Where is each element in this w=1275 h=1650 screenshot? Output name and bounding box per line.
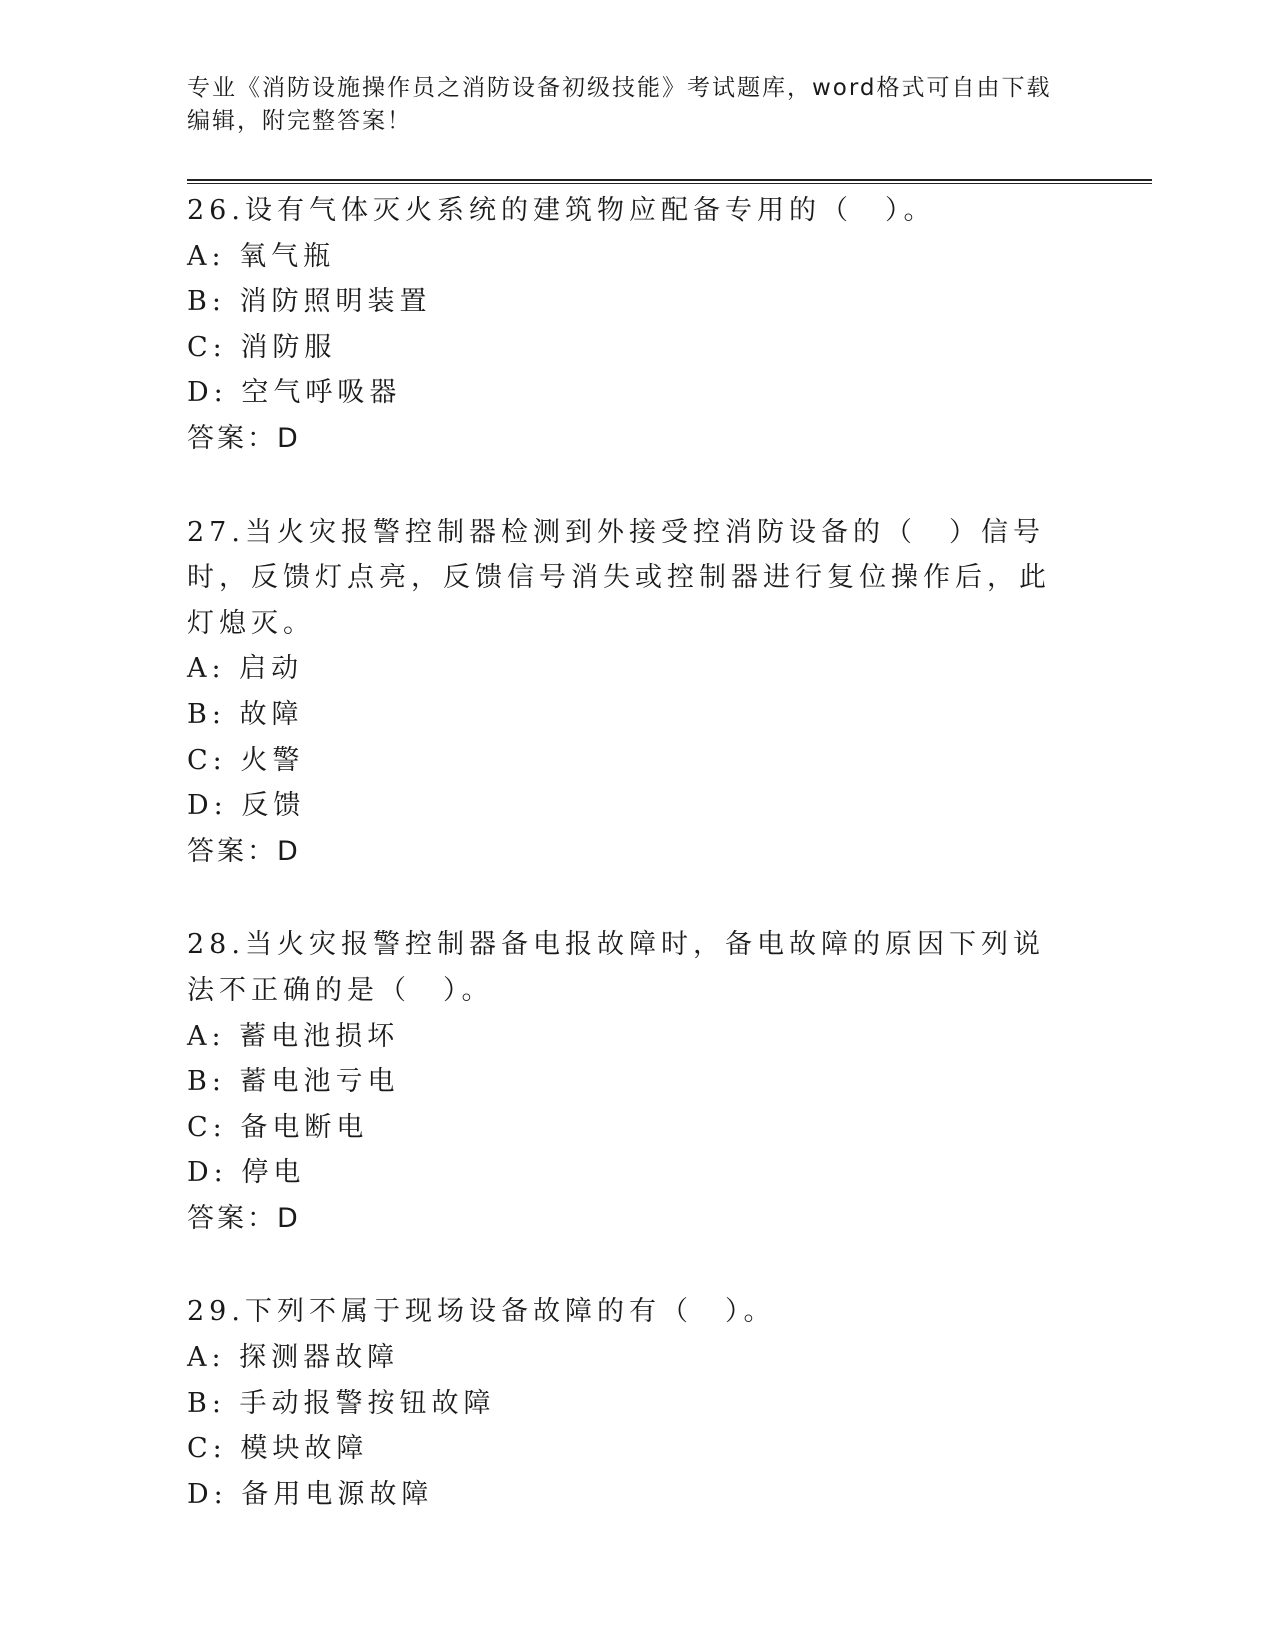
page-header: 专业《消防设施操作员之消防设备初级技能》考试题库，word格式可自由下载编辑，附完整答案！ — [187, 75, 1052, 134]
option-b: B: 故障 — [187, 698, 304, 730]
option-a: A: 氧气瓶 — [187, 240, 336, 272]
question-stem: 28.当火灾报警控制器备电报故障时，备电故障的原因下列说法不正确的是（ ）。 — [187, 929, 1045, 1006]
question-26 — [187, 188, 1067, 462]
question-stem: 27.当火灾报警控制器检测到外接受控消防设备的（ ）信号时，反馈灯点亮，反馈信号消失或控制器进行复位操作后，此灯熄灭。 — [187, 516, 1051, 639]
question-29 — [187, 1289, 1067, 1517]
option-c: C: 模块故障 — [187, 1433, 369, 1465]
answer: 答案：D — [187, 1202, 301, 1234]
option-d: D: 停电 — [187, 1157, 306, 1189]
option-d: D: 反馈 — [187, 790, 306, 822]
header-divider-thin — [187, 183, 1152, 184]
answer: 答案：D — [187, 835, 301, 867]
question-27 — [187, 510, 1067, 875]
option-d: D: 空气呼吸器 — [187, 377, 402, 409]
option-b: B: 消防照明装置 — [187, 286, 432, 318]
header-divider — [187, 179, 1152, 181]
option-a: A: 启动 — [187, 653, 304, 685]
answer: 答案：D — [187, 422, 301, 454]
question-28 — [187, 922, 1067, 1241]
option-d: D: 备用电源故障 — [187, 1478, 434, 1510]
option-b: B: 手动报警按钮故障 — [187, 1387, 496, 1419]
question-list — [187, 188, 1067, 1565]
question-stem: 29.下列不属于现场设备故障的有（ ）。 — [187, 1296, 776, 1328]
question-stem: 26.设有气体灭火系统的建筑物应配备专用的（ ）。 — [187, 195, 936, 226]
option-c: C: 消防服 — [187, 331, 337, 363]
option-a: A: 蓄电池损坏 — [187, 1020, 400, 1052]
option-c: C: 火警 — [187, 744, 305, 776]
option-c: C: 备电断电 — [187, 1111, 369, 1143]
option-b: B: 蓄电池亏电 — [187, 1066, 400, 1098]
option-a: A: 探测器故障 — [187, 1342, 400, 1374]
